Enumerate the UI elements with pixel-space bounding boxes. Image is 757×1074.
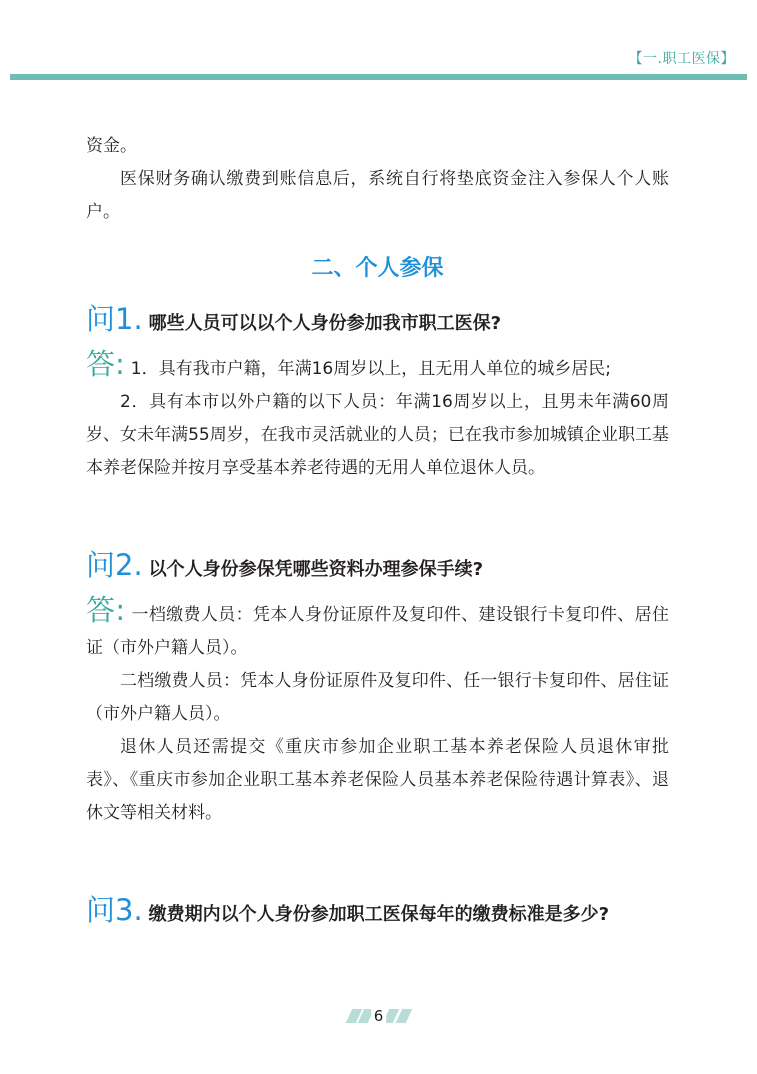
question-1 (86, 299, 669, 340)
answer-2-label: 答: (86, 593, 126, 627)
answer-1-first-text: 1．具有我市户籍，年满16周岁以上，且无用人单位的城乡居民; (130, 359, 611, 379)
question-2 (86, 545, 669, 586)
answer-2-first (86, 594, 669, 665)
question-3 (86, 890, 669, 931)
answer-2-para-2: 二档缴费人员：凭本人身份证原件及复印件、任一银行卡复印件、居住证（市外户籍人员）。 (86, 671, 669, 724)
answer-2-first-text: 一档缴费人员：凭本人身份证原件及复印件、建设银行卡复印件、居住证（市外户籍人员）。 (86, 605, 669, 658)
question-2-label: 问2. (86, 548, 143, 582)
intro-line-1: 资金。 (86, 136, 137, 156)
answer-1-first (86, 348, 669, 386)
intro-line-2: 医保财务确认缴费到账信息后，系统自行将垫底资金注入参保人个人账户。 (86, 169, 669, 222)
question-1-label: 问1. (86, 302, 143, 336)
header-section-tag: 【一.职工医保】 (628, 51, 735, 67)
answer-2-para-3: 退休人员还需提交《重庆市参加企业职工基本养老保险人员退休审批表》、《重庆市参加企业职工基本养老保险人员基本养老保险待遇计算表》、退休文等相关材料。 (86, 737, 669, 823)
page-number: 6 (371, 1007, 387, 1025)
answer-1-para-2: 2．具有本市以外户籍的以下人员：年满16周岁以上，且男未年满60周岁、女未年满55周岁，在我市灵活就业的人员；已在我市参加城镇企业职工基本养老保险并按月享受基本养老待遇的无用人单位退休人员。 (86, 392, 669, 478)
page-content (86, 130, 669, 931)
header-rule (10, 74, 747, 80)
footer-decoration (349, 1009, 409, 1023)
page-footer (0, 1005, 757, 1027)
question-3-text: 缴费期内以个人身份参加职工医保每年的缴费标准是多少? (148, 904, 610, 925)
question-2-text: 以个人身份参保凭哪些资料办理参保手续? (148, 559, 484, 580)
section-title: 二、个人参保 (311, 256, 444, 281)
question-1-text: 哪些人员可以以个人身份参加我市职工医保? (148, 313, 502, 334)
answer-1-label: 答: (86, 347, 125, 381)
question-3-label: 问3. (86, 893, 143, 927)
